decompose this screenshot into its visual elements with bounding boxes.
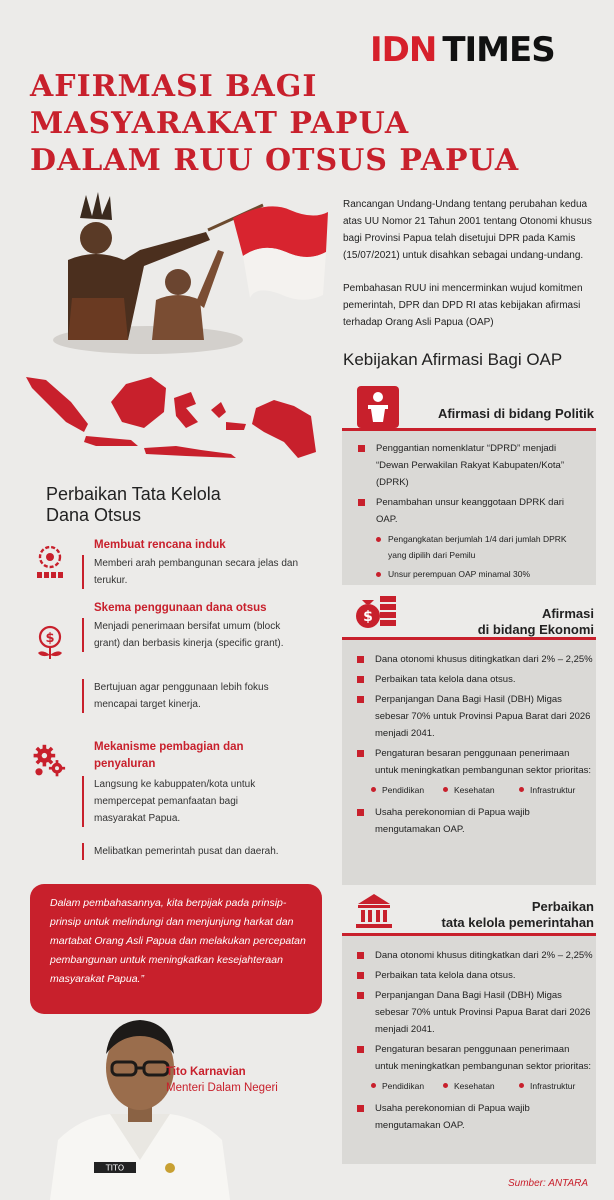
pemerintahan-priority-2: Kesehatan xyxy=(443,1078,519,1094)
pemerintahan-list xyxy=(357,947,593,1134)
ekonomi-bullet-1: Dana otonomi khusus ditingkatkan dari 2% – 2,25% xyxy=(357,651,593,668)
politik-heading: Afirmasi di bidang Politik xyxy=(437,406,594,421)
intro-paragraph-2: Pembahasan RUU ini mencerminkan wujud komitmen pemerintah, DPR dan DPD RI atas kebijakan afirmasi terhadap Orang Asli Papua (OAP) xyxy=(343,283,583,328)
pemerintahan-bullet-5: Usaha perekonomian di Papua wajib mengutamakan OAP. xyxy=(357,1100,593,1134)
pemerintahan-heading-line-2: tata kelola pemerintahan xyxy=(441,915,594,930)
ekonomi-list xyxy=(357,651,593,838)
pemerintahan-bullet-2: Perbaikan tata kelola dana otsus. xyxy=(357,967,593,984)
hero-flag-illustration xyxy=(28,190,328,355)
pemerintahan-bullet-3: Perpanjangan Dana Bagi Hasil (DBH) Migas sebesar 70% untuk Provinsi Papua Barat dari 2026 menjadi 2041. xyxy=(357,987,593,1038)
politik-list xyxy=(358,440,586,582)
politik-sub-1: Pengangkatan berjumlah 1/4 dari jumlah DPRK yang dipilih dari Pemilu xyxy=(376,531,586,563)
kebijakan-title: Kebijakan Afirmasi Bagi OAP xyxy=(343,350,563,369)
pemerintahan-bullet-1: Dana otonomi khusus ditingkatkan dari 2% – 2,25% xyxy=(357,947,593,964)
brand-logo-times: TIMES xyxy=(442,30,555,70)
ekonomi-bullet-3: Perpanjangan Dana Bagi Hasil (DBH) Migas sebesar 70% untuk Provinsi Papua Barat dari 2026 menjadi 2041. xyxy=(357,691,593,742)
title-line-2: MASYARAKAT PAPUA xyxy=(30,106,410,141)
page-title xyxy=(30,68,550,179)
quote-text: Dalam pembahasannya, kita berpijak pada prinsip-prinsip untuk melindungi dan menjunjung harkat dan martabat Orang Asli Papua dan melakukan percepatan pembangunan untuk meningkatkan kesejahteraan masyarakat Papua.” xyxy=(50,897,306,985)
pemerintahan-priority-1: Pendidikan xyxy=(371,1078,443,1094)
pemerintahan-priority-3: Infrastruktur xyxy=(519,1078,575,1094)
politik-bullet-1: Penggantian nomenklatur “DPRD” menjadi “Dewan Perwakilan Rakyat Kabupaten/Kota” (DPRK) xyxy=(358,440,586,491)
ekonomi-priority-1: Pendidikan xyxy=(371,782,443,798)
money-plant-icon xyxy=(32,625,68,661)
tata-kelola-title xyxy=(46,484,221,526)
tata-kelola-title-line-2: Dana Otsus xyxy=(46,505,142,525)
source-credit: Sumber: ANTARA xyxy=(508,1178,589,1189)
ekonomi-priorities xyxy=(371,782,593,798)
target-plan-icon xyxy=(32,543,68,579)
ekonomi-priority-2: Kesehatan xyxy=(443,782,519,798)
title-line-3: DALAM RUU OTSUS PAPUA xyxy=(30,143,520,178)
ekonomi-bullet-2: Perbaikan tata kelola dana otsus. xyxy=(357,671,593,688)
item-rencana-induk-title: Membuat rencana induk xyxy=(94,539,226,551)
ekonomi-heading xyxy=(400,606,594,638)
pemerintahan-heading-line-1: Perbaikan xyxy=(531,899,594,914)
tata-kelola-title-line-1: Perbaikan Tata Kelola xyxy=(46,484,221,504)
brand-logo xyxy=(370,30,555,70)
svg-text:$: $ xyxy=(45,631,55,646)
item-mekanisme-title xyxy=(94,739,244,773)
item-mekanisme-text-1: Langsung ke kabuppaten/kota untuk mempercepat pemanfaatan bagi masyarakat Papua. xyxy=(82,776,287,827)
item-mekanisme-title-line-2: penyaluran xyxy=(94,758,156,770)
ekonomi-heading-line-2: di bidang Ekonomi xyxy=(477,622,594,637)
intro-paragraph-1: Rancangan Undang-Undang tentang perubahan kedua atas UU Nomor 21 Tahun 2001 tentang Otonomi khusus bagi Provinsi Papua telah disetujui DPR pada Kamis (15/07/2021) untuk disahkan sebagai undang-undang. xyxy=(343,199,592,261)
item-mekanisme-text-2: Melibatkan pemerintah pusat dan daerah. xyxy=(82,843,307,860)
person-portrait xyxy=(40,1010,240,1200)
item-skema-text-2: Bertujuan agar penggunaan lebih fokus mencapai target kinerja. xyxy=(82,679,307,713)
quote-box xyxy=(30,884,322,1014)
ekonomi-bullet-4: Pengaturan besaran penggunaan penerimaan untuk meningkatkan pembangunan sektor prioritas: xyxy=(357,745,593,779)
pemerintahan-bullet-4: Pengaturan besaran penggunaan penerimaan untuk meningkatkan pembangunan sektor prioritas: xyxy=(357,1041,593,1075)
item-rencana-induk-text: Memberi arah pembangunan secara jelas dan terukur. xyxy=(82,555,300,589)
person-role: Menteri Dalam Negeri xyxy=(166,1082,278,1094)
money-stack-icon xyxy=(354,592,398,632)
politik-sub-2: Unsur perempuan OAP minamal 30% xyxy=(376,566,586,582)
title-line-1: AFIRMASI BAGI xyxy=(30,69,318,104)
item-mekanisme-title-line-1: Mekanisme pembagian dan xyxy=(94,741,244,753)
item-skema-text-1: Menjadi penerimaan bersifat umum (block grant) dan berbasis kinerja (specific grant). xyxy=(82,618,307,652)
intro-text xyxy=(343,196,595,347)
ekonomi-bullet-5: Usaha perekonomian di Papua wajib mengutamakan OAP. xyxy=(357,804,593,838)
ekonomi-heading-line-1: Afirmasi xyxy=(541,606,594,621)
person-name: Tito Karnavian xyxy=(166,1066,246,1078)
politik-bullet-2: Penambahan unsur keanggotaan DPRK dari OAP. xyxy=(358,494,586,528)
pemerintahan-heading xyxy=(380,899,594,931)
indonesia-map xyxy=(26,372,316,482)
name-tag-text: TITO xyxy=(105,1163,125,1173)
pemerintahan-priorities xyxy=(371,1078,593,1094)
brand-logo-idn: IDN xyxy=(370,30,437,70)
svg-text:$: $ xyxy=(363,609,373,625)
item-skema-title: Skema penggunaan dana otsus xyxy=(94,602,267,614)
ekonomi-priority-3: Infrastruktur xyxy=(519,782,575,798)
gears-icon xyxy=(30,743,66,779)
podium-icon xyxy=(357,386,399,428)
